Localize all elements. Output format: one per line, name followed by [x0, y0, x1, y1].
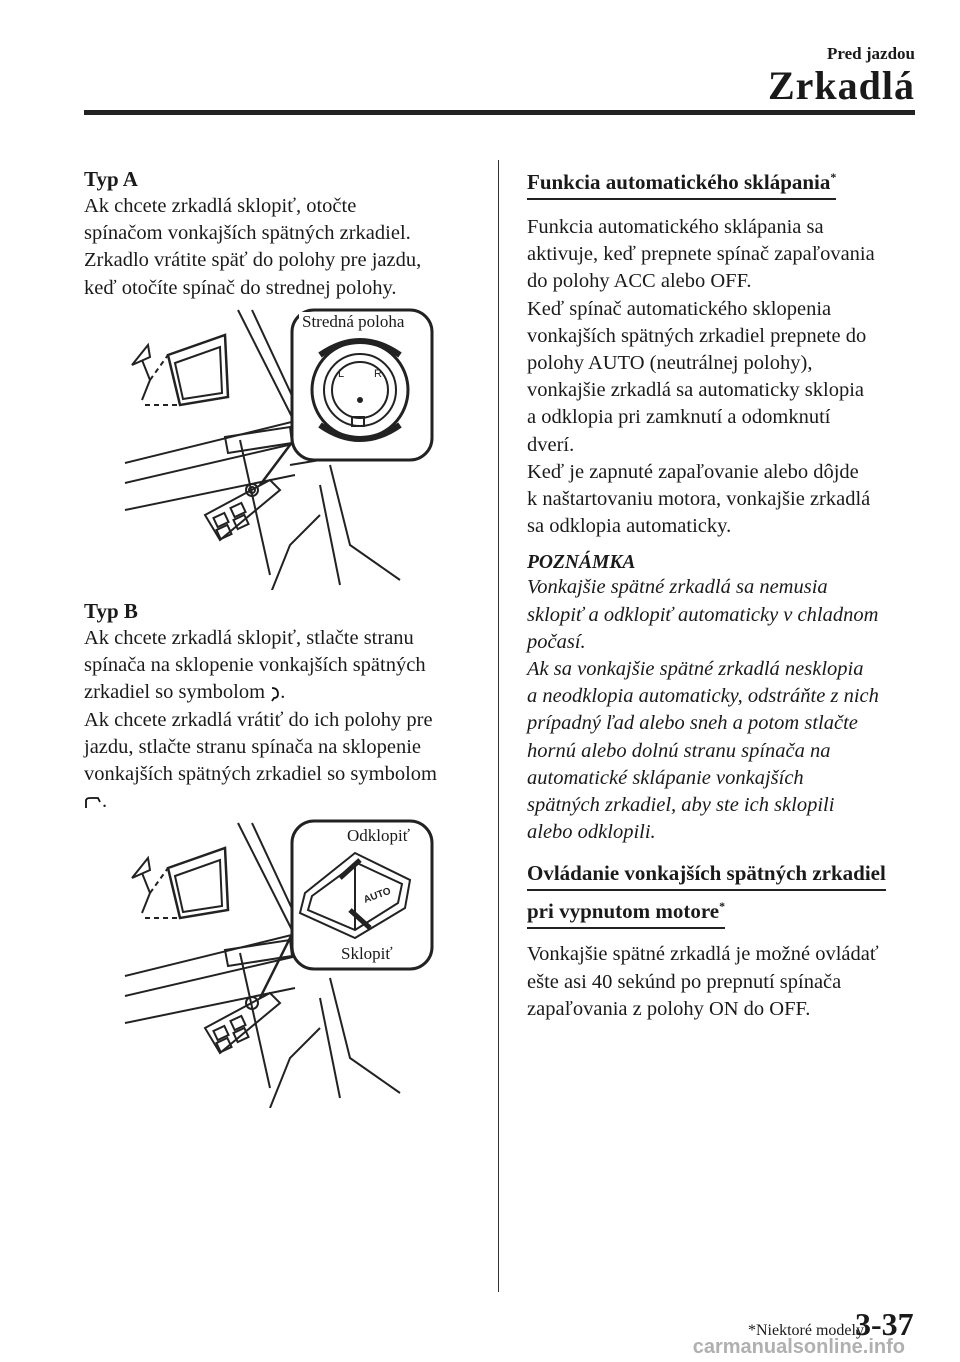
typ-a-line: spínačom vonkajších spätných zrkadiel. — [84, 222, 411, 245]
figure-a-label: Stredná poloha — [299, 312, 407, 332]
section-title: Funkcia automatického sklápania — [527, 170, 831, 194]
typ-b-line: Ak chcete zrkadlá sklopiť, stlačte stranu — [84, 627, 414, 649]
section-title-line2: pri vypnutom motore — [527, 899, 720, 924]
note-line: hornú alebo dolnú stranu spínača na — [527, 739, 831, 762]
header-rule — [84, 110, 915, 115]
note-line: alebo odklopili. — [527, 821, 656, 844]
page-number: 3-37 — [855, 1306, 914, 1342]
footnote: *Niektoré modely. — [748, 1322, 867, 1339]
mirror-fold-icon — [270, 686, 280, 702]
body-line: vonkajšie zrkadlá sa automaticky sklopia — [527, 379, 865, 402]
typ-b-line: vonkajších spätných zrkadiel so symbolom — [84, 763, 437, 786]
figure-typ-a — [120, 305, 440, 590]
note-line: a neodklopia automaticky, odstráňte z nich — [527, 685, 879, 708]
typ-b-block: Typ B Ak chcete zrkadlá sklopiť, stlačte stranu spínača na sklopenie vonkajších spätných zrkadiel so symbolom . Ak chcete zrkadlá vrátiť do ich polohy pre jazdu, stlačte stranu spínača na sklopenie vonkajších spätných zrkadiel so symbolom . — [84, 598, 494, 815]
figure-b-label-unfold: Odklopiť — [344, 826, 413, 846]
section-title-line1: Ovládanie vonkajších spätných zrkadiel — [527, 858, 886, 891]
switch-l-label: L — [338, 368, 345, 380]
typ-a-heading: Typ A — [84, 167, 138, 191]
typ-a-line: keď otočíte spínač do strednej polohy. — [84, 276, 397, 299]
body-line: Funkcia automatického sklápania sa — [527, 216, 824, 238]
body-line: dverí. — [527, 433, 575, 456]
switch-auto-label: AUTO — [362, 885, 393, 906]
watermark: carmanualsonline.info — [692, 1336, 905, 1358]
body-line: sa odklopia automaticky. — [527, 515, 732, 538]
switch-r-label: R — [374, 368, 382, 380]
typ-b-line: jazdu, stlačte stranu spínača na sklopenie — [84, 735, 421, 758]
column-divider — [498, 160, 499, 1292]
body-line: a odklopia pri zamknutí a odomknutí — [527, 406, 831, 429]
typ-b-line: zrkadiel so symbolom — [84, 681, 266, 704]
typ-a-line: Ak chcete zrkadlá sklopiť, otočte — [84, 195, 357, 217]
body-line: aktivuje, keď prepnete spínač zapaľovania — [527, 243, 875, 266]
body-line: vonkajších spätných zrkadiel prepnete do — [527, 324, 867, 347]
section-heading-engine-off — [527, 858, 927, 929]
typ-b-line: spínača na sklopenie vonkajších spätných — [84, 654, 426, 677]
figure-b-label-fold: Sklopiť — [338, 944, 396, 964]
page-title: Zrkadlá — [767, 63, 915, 108]
body-line: ešte asi 40 sekúnd po prepnutí spínača — [527, 970, 842, 993]
body-line: polohy AUTO (neutrálnej polohy), — [527, 352, 813, 375]
body-line: do polohy ACC alebo OFF. — [527, 270, 752, 293]
typ-a-block — [84, 166, 484, 302]
body-line: Keď je zapnuté zapaľovanie alebo dôjde — [527, 460, 859, 483]
footnote-star: * — [830, 170, 837, 184]
note-line: spätných zrkadiel, aby ste ich sklopili — [527, 794, 835, 817]
footnote-star: * — [719, 899, 726, 914]
body-line: Vonkajšie spätné zrkadlá je možné ovládať — [527, 943, 879, 966]
note-line: Ak sa vonkajšie spätné zrkadlá nesklopia — [527, 658, 864, 681]
note-line: prípadný ľad alebo sneh a potom stlačte — [527, 712, 858, 735]
note-line: počasí. — [527, 630, 586, 653]
body-line: k naštartovaniu motora, vonkajšie zrkadlá — [527, 488, 871, 511]
body-line: Keď spínač automatického sklopenia — [527, 297, 832, 320]
section-heading-auto-fold — [527, 162, 927, 200]
body-line: zapaľovania z polohy ON do OFF. — [527, 997, 811, 1020]
header-section: Pred jazdou — [827, 44, 915, 63]
typ-a-line: Zrkadlo vrátite späť do polohy pre jazdu, — [84, 249, 422, 272]
typ-b-line: Ak chcete zrkadlá vrátiť do ich polohy pre — [84, 708, 433, 731]
note-line: sklopiť a odklopiť automaticky v chladnom — [527, 603, 879, 626]
note-line: Vonkajšie spätné zrkadlá sa nemusia — [527, 576, 828, 599]
right-column — [527, 162, 927, 1023]
note-line: automatické sklápanie vonkajších — [527, 766, 804, 789]
mirror-unfold-icon — [84, 796, 102, 810]
note-heading: POZNÁMKA — [527, 552, 636, 574]
typ-b-heading: Typ B — [84, 599, 138, 623]
